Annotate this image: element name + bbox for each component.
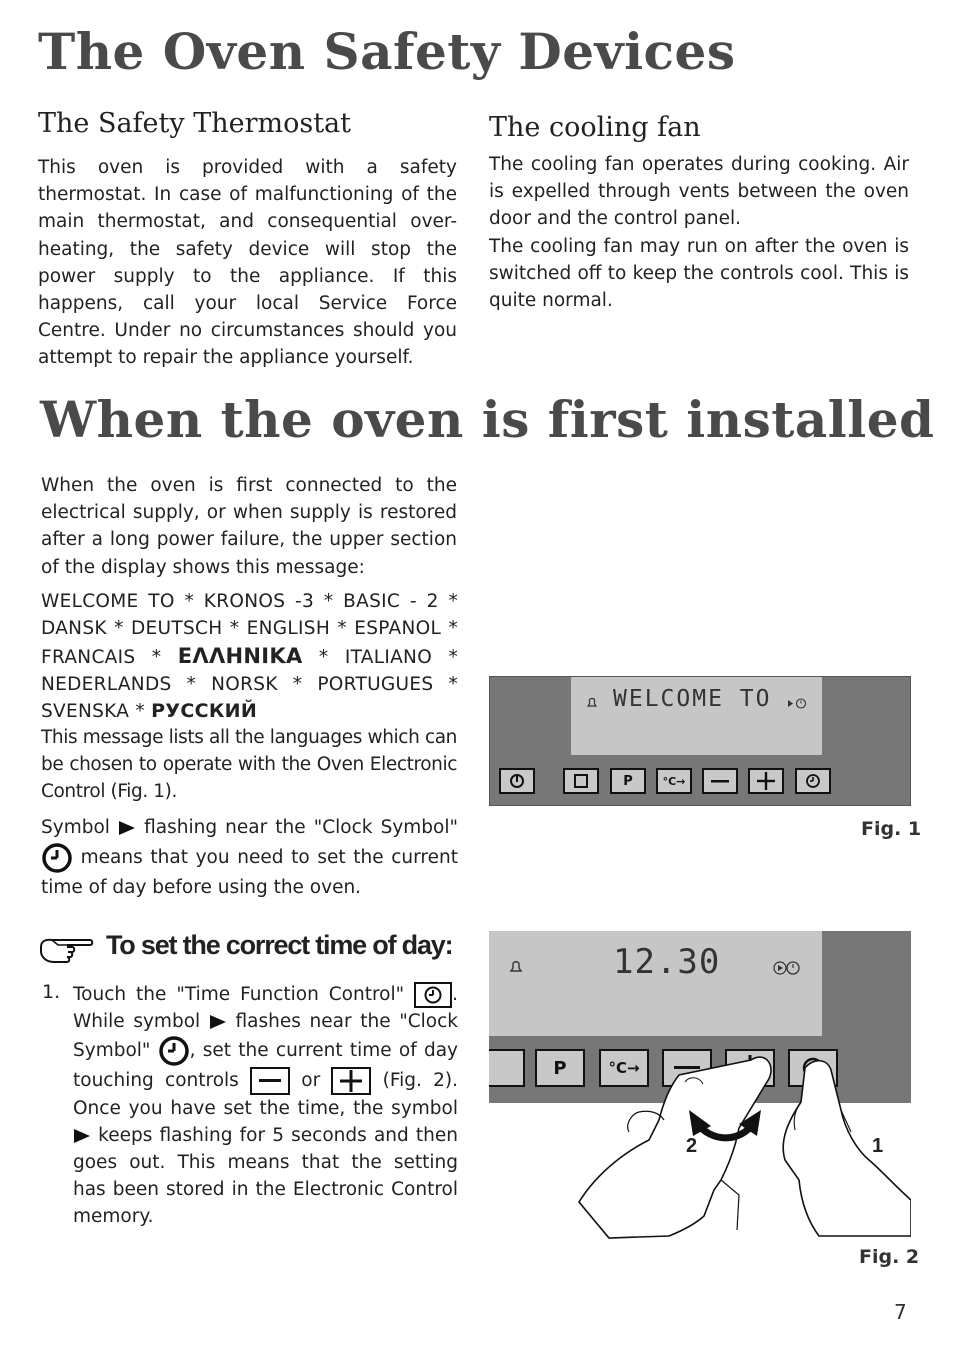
safety-thermostat-heading: The Safety Thermostat bbox=[38, 108, 352, 139]
step-text-part: keeps flashing for 5 seconds and then goes out. This means that the setting has been stored in the Electronic Control memory. bbox=[73, 1125, 458, 1227]
fig1-temperature-button[interactable]: °C→ bbox=[656, 768, 692, 794]
fig1-clock-button[interactable] bbox=[795, 768, 831, 794]
fig1-label: Fig. 1 bbox=[861, 818, 922, 840]
play-clock-icon bbox=[788, 698, 808, 709]
plus-icon bbox=[757, 772, 775, 790]
language-list bbox=[41, 588, 458, 725]
callout-2: 2 bbox=[686, 1135, 698, 1157]
step-text-part: . While symbol bbox=[73, 984, 458, 1032]
time-function-control-icon bbox=[414, 982, 452, 1008]
play-clock-icon bbox=[773, 961, 801, 975]
clock-icon bbox=[158, 1035, 190, 1067]
hands-illustration bbox=[489, 1040, 911, 1240]
fig2-p-button[interactable]: P bbox=[535, 1049, 585, 1087]
fig1-blank-button[interactable] bbox=[563, 768, 599, 794]
language-russian: РУССКИЙ bbox=[151, 700, 258, 723]
fig2-temperature-button[interactable]: °C→ bbox=[599, 1049, 649, 1087]
fig1-plus-button[interactable] bbox=[748, 768, 784, 794]
fig2-label: Fig. 2 bbox=[859, 1246, 920, 1268]
cooling-fan-heading: The cooling fan bbox=[489, 112, 701, 143]
fig2-display-text: 12.30 bbox=[613, 942, 721, 982]
play-triangle-icon bbox=[73, 1128, 91, 1144]
cooling-fan-text-1: The cooling fan operates during cooking. Air is expelled through vents between the oven door and the control panel. bbox=[489, 154, 909, 230]
step-number: 1. bbox=[42, 981, 61, 1003]
play-triangle-icon bbox=[209, 1014, 227, 1030]
callout-1: 1 bbox=[872, 1135, 884, 1157]
step-text-part: (Fig. 2). Once you have set the time, the symbol bbox=[73, 1070, 458, 1119]
play-triangle-icon bbox=[118, 820, 136, 836]
step-text-part: or bbox=[290, 1070, 332, 1091]
page-title: The Oven Safety Devices bbox=[38, 22, 736, 81]
bell-icon bbox=[509, 959, 523, 973]
cooling-fan-body bbox=[489, 151, 909, 314]
section-title-installed: When the oven is first installed bbox=[40, 390, 935, 449]
step-text-part: flashes near the "Clock Symbol" bbox=[73, 1011, 459, 1061]
step-text-part: Touch the "Time Function Control" bbox=[73, 984, 415, 1005]
fig1-control-panel bbox=[489, 676, 911, 806]
fig1-minus-button[interactable] bbox=[702, 768, 738, 794]
step-1-text bbox=[73, 981, 458, 1230]
language-list-mid: * ITALIANO * NEDERLANDS * NORSK * PORTUGUES * SVENSKA * bbox=[41, 646, 458, 723]
fig1-p-button[interactable]: P bbox=[610, 768, 646, 794]
symbol-mid: flashing near the "Clock Symbol" bbox=[136, 817, 459, 838]
language-list-main: WELCOME TO * KRONOS -3 * BASIC - 2 * DANSK * DEUTSCH * ENGLISH * ESPANOL * FRANCAIS * bbox=[41, 591, 458, 668]
fig1-display-text: WELCOME TO bbox=[613, 686, 772, 712]
square-icon bbox=[573, 773, 589, 789]
minus-icon bbox=[711, 780, 729, 783]
cooling-fan-text-2: The cooling fan may run on after the oven is switched off to keep the controls cool. This is quite normal. bbox=[489, 235, 909, 312]
installed-intro: When the oven is first connected to the electrical supply, or when supply is restored after a long power failure, the upper section of the display shows this message: bbox=[41, 475, 457, 578]
minus-icon bbox=[250, 1067, 290, 1095]
plus-icon bbox=[331, 1067, 371, 1095]
fig2-display bbox=[489, 931, 822, 1036]
symbol-post: means that you need to set the current time of day before using the oven. bbox=[41, 847, 458, 898]
power-icon bbox=[509, 773, 525, 789]
clock-icon bbox=[805, 773, 821, 789]
languages-explanation: This message lists all the languages which can be chosen to operate with the Oven Electronic Control (Fig. 1). bbox=[41, 727, 457, 803]
bell-icon bbox=[586, 696, 598, 708]
pointing-hand-icon bbox=[38, 933, 94, 969]
language-greek: ΕΛΛΗΝΙΚΑ bbox=[177, 643, 303, 668]
time-of-day-heading: To set the correct time of day: bbox=[106, 930, 453, 960]
fig1-display bbox=[571, 677, 822, 755]
safety-thermostat-text: This oven is provided with a safety thermostat. In case of malfunctioning of the main thermostat, and consequential over-heating, the safety device will stop the power supply to the appliance. If this happens, call your local Service Force Centre. Under no circumstances should you attempt to repair the appliance yourself. bbox=[38, 157, 457, 369]
clock-icon bbox=[41, 842, 73, 874]
symbol-explanation bbox=[41, 814, 458, 902]
fig1-power-button[interactable] bbox=[499, 768, 535, 794]
page-number: 7 bbox=[894, 1300, 907, 1324]
step-text-part: , set the current time of day touching controls bbox=[73, 1040, 458, 1091]
symbol-pre: Symbol bbox=[41, 817, 119, 838]
